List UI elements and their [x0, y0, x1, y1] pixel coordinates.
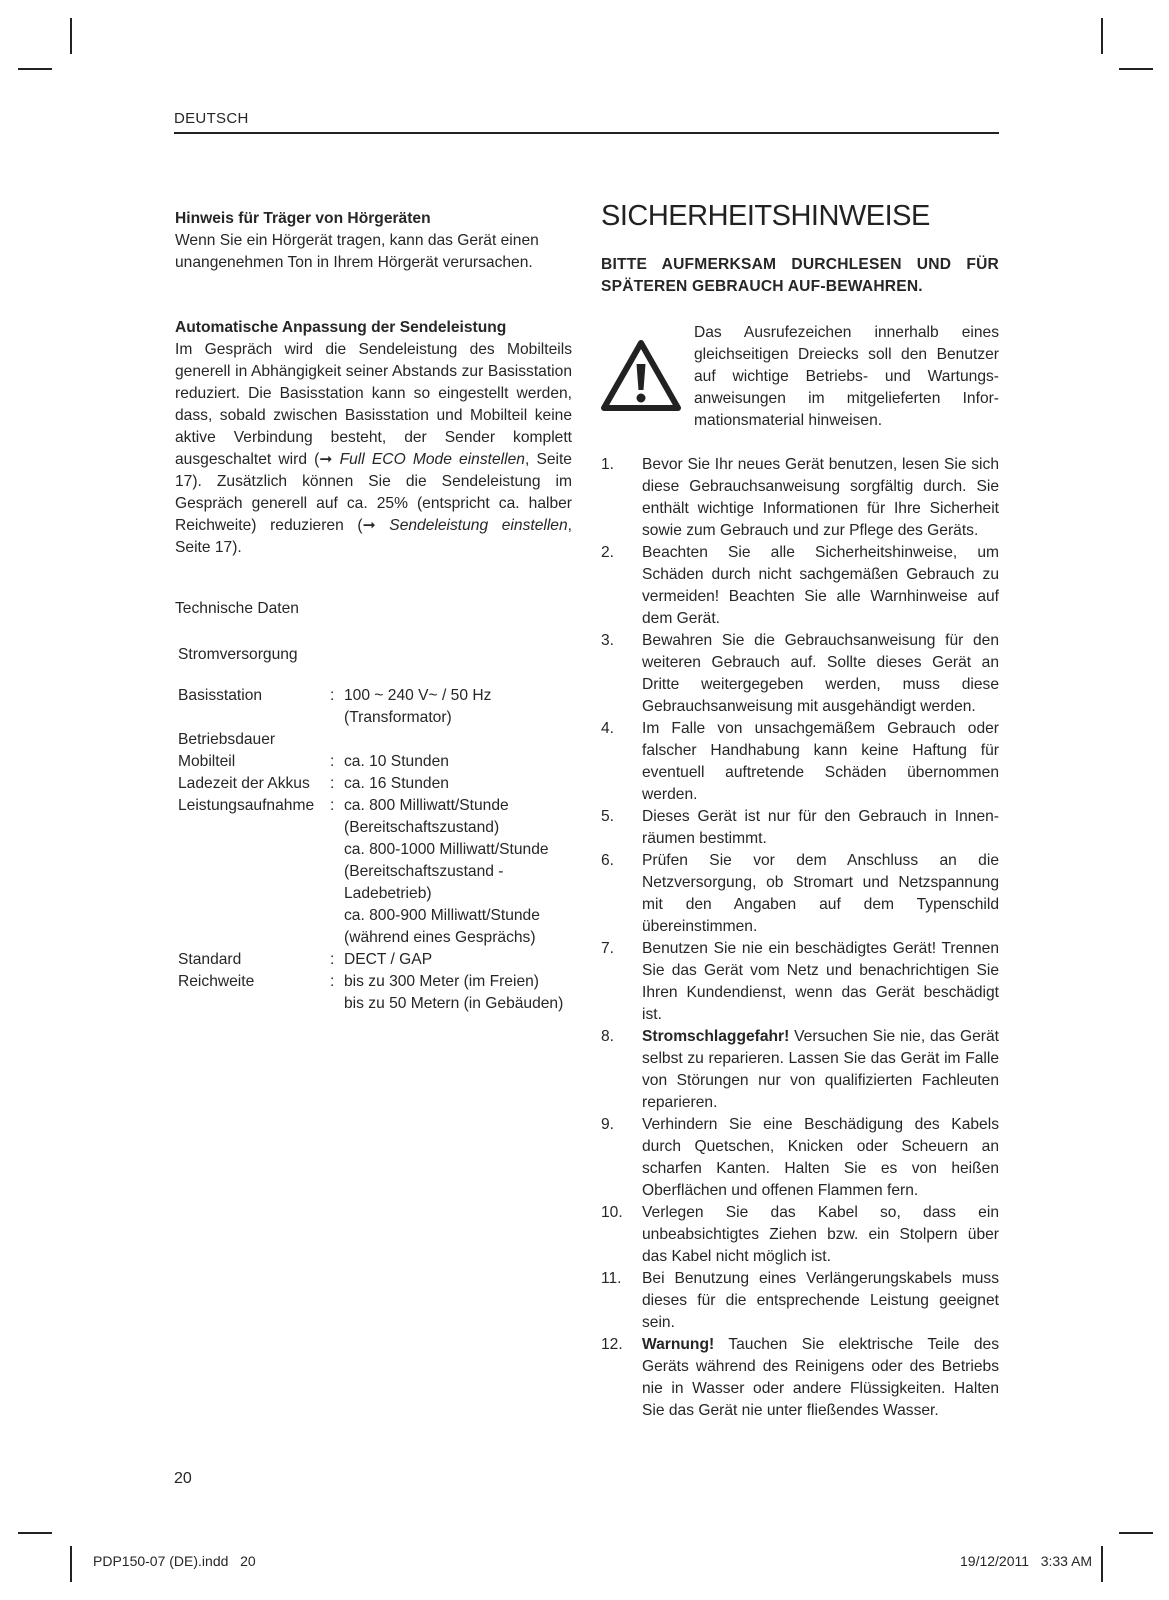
spec-value: 100 ~ 240 V~ / 50 Hz — [344, 687, 492, 704]
warning-triangle-icon — [601, 340, 681, 412]
spec-row — [178, 773, 563, 795]
safety-list — [601, 454, 999, 1422]
spec-value: ca. 800-900 Milliwatt/Stunde — [344, 907, 540, 924]
spec-key: Standard — [178, 951, 242, 968]
spec-row — [178, 839, 563, 861]
print-slug-file: PDP150-07 (DE).indd 20 — [93, 1553, 256, 1569]
safety-item-number: 11. — [601, 1270, 622, 1287]
spec-row — [178, 927, 563, 949]
arrow-icon: ➞ — [319, 451, 333, 468]
spec-value: bis zu 300 Meter (im Freien) — [344, 973, 539, 990]
crop-mark — [1101, 1546, 1103, 1582]
safety-item-number: 12. — [601, 1336, 623, 1353]
spec-table — [178, 685, 563, 1015]
crop-mark — [70, 18, 72, 54]
safety-item-number: 5. — [601, 808, 615, 825]
arrow-icon: ➞ — [362, 517, 376, 534]
spec-value: (Transformator) — [344, 709, 452, 726]
spec-row — [178, 883, 563, 905]
crop-mark — [70, 1546, 72, 1582]
spec-key: Reichweite — [178, 973, 255, 990]
power-supply-title: Stromversorgung — [178, 646, 298, 663]
safety-item-number: 10. — [601, 1204, 623, 1221]
safety-item — [601, 850, 999, 938]
safety-item-number: 4. — [601, 720, 615, 737]
spec-colon: : — [330, 951, 335, 968]
safety-item-text: Dieses Gerät ist nur für den Gebrauch in Innen-räumen bestimmt. — [642, 808, 999, 847]
safety-item — [601, 1026, 999, 1114]
spec-key: Mobilteil — [178, 753, 236, 770]
spec-row — [178, 795, 563, 817]
auto-power-title: Automatische Anpassung der Sendeleistung — [175, 319, 507, 336]
section-subtitle: BITTE AUFMERKSAM DURCHLESEN UND FÜR SPÄTEREN GEBRAUCH AUF-BEWAHREN. — [601, 256, 999, 295]
spec-row — [178, 729, 563, 751]
safety-item-number: 3. — [601, 632, 615, 649]
safety-item-number: 7. — [601, 940, 615, 957]
safety-item-number: 9. — [601, 1116, 615, 1133]
auto-power-text — [175, 339, 572, 559]
safety-item-text: Versuchen Sie nie, das Gerät selbst zu reparieren. Lassen Sie das Gerät im Falle von Störungen nur von qualifizierten Fachleuten reparieren. — [642, 1028, 999, 1111]
safety-item — [601, 542, 999, 630]
safety-item-text: Beachten Sie alle Sicherheitshinweise, um Schäden durch nicht sachgemäßen Gebrauch zu vermeiden! Beachten Sie alle Warnhinweise auf dem Gerät. — [642, 544, 999, 627]
spec-value: ca. 800 Milliwatt/Stunde — [344, 797, 509, 814]
safety-item — [601, 454, 999, 542]
auto-power-section — [175, 317, 572, 559]
spec-value: (während eines Gesprächs) — [344, 929, 536, 946]
safety-item-text: Im Falle von unsachgemäßem Gebrauch oder falscher Handhabung kann keine Haftung für eventuell auftretende Schäden übernommen werden. — [642, 720, 999, 803]
spec-row — [178, 685, 563, 707]
safety-item-text: Bevor Sie Ihr neues Gerät benutzen, lesen Sie sich diese Gebrauchsanweisung sorgfältig durch. Sie enthält wichtige Informationen für Ihre Sicherheit sowie zum Gebrauch und zur Pflege des Geräts. — [642, 456, 999, 539]
spec-value: (Bereitschaftszustand - — [344, 863, 504, 880]
safety-item — [601, 718, 999, 806]
safety-item — [601, 1334, 999, 1422]
header-language: DEUTSCH — [174, 110, 249, 127]
spec-row — [178, 707, 563, 729]
link-full-eco-mode: Full ECO Mode einstellen — [339, 451, 525, 468]
spec-row — [178, 905, 563, 927]
safety-item-text: Bei Benutzung eines Verlängerungskabels muss dieses für die entsprechende Leistung geeignet sein. — [642, 1270, 999, 1331]
tech-data-title: Technische Daten — [175, 600, 299, 617]
page-number: 20 — [174, 1470, 192, 1487]
auto-power-text-part: Im Gespräch wird die Sendeleistung des Mobilteils generell in Abhängigkeit seiner Abstands zur Basisstation reduziert. Die Basisstation kann so eingestellt werden, dass, sobald zwischen Basisstation und Mobilteil keine aktive Verbindung besteht, der Sender komplett ausgeschaltet wird ( — [175, 341, 572, 468]
safety-item-text: Prüfen Sie vor dem Anschluss an die Netzversorgung, ob Stromart und Netzspannung mit den Angaben auf dem Typenschild übereinstimmen. — [642, 852, 999, 935]
spec-row — [178, 861, 563, 883]
spec-colon: : — [330, 797, 335, 814]
safety-item — [601, 630, 999, 718]
spec-row — [178, 949, 563, 971]
safety-item-number: 2. — [601, 544, 615, 561]
hearing-aid-section — [175, 208, 572, 274]
safety-item — [601, 1268, 999, 1334]
spec-colon: : — [330, 973, 335, 990]
safety-item-text: Verhindern Sie eine Beschädigung des Kabels durch Quetschen, Knicken oder Scheuern an scharfen Kanten. Halten Sie es von heißen Oberflächen und offenen Flammen fern. — [642, 1116, 999, 1199]
safety-item-number: 6. — [601, 852, 615, 869]
auto-power-text-part: , Seite 17). — [175, 517, 572, 556]
safety-item-number: 8. — [601, 1028, 615, 1045]
crop-mark — [1119, 1532, 1153, 1534]
safety-item — [601, 1114, 999, 1202]
spec-value: Ladebetrieb) — [344, 885, 432, 902]
safety-item — [601, 1202, 999, 1268]
warning-description: Das Ausrufezeichen innerhalb eines gleichseitigen Dreiecks soll den Benutzer auf wichtige Betriebs- und Wartungs-anweisungen im mitgelieferten Infor-mationsmaterial hinweisen. — [694, 324, 999, 429]
safety-item-emphasis: Warnung! — [642, 1336, 715, 1353]
spec-value: ca. 16 Stunden — [344, 775, 449, 792]
auto-power-text-part: , Seite 17). Zusätzlich können Sie die Sendeleistung im Gespräch generell auf ca. 25% (entspricht ca. halber Reichweite) reduzieren ( — [175, 451, 572, 534]
print-slug-date: 19/12/2011 3:33 AM — [960, 1553, 1093, 1569]
spec-colon: : — [330, 775, 335, 792]
header-rule — [174, 132, 999, 134]
safety-item-text: Bewahren Sie die Gebrauchsanweisung für den weiteren Gebrauch auf. Sollte dieses Gerät an Dritte weitergegeben werden, muss diese Gebrauchsanweisung mit ausgehändigt werden. — [642, 632, 999, 715]
crop-mark — [1119, 68, 1153, 70]
spec-colon: : — [330, 687, 335, 704]
spec-value: bis zu 50 Metern (in Gebäuden) — [344, 995, 564, 1012]
safety-item — [601, 938, 999, 1026]
spec-value: ca. 800-1000 Milliwatt/Stunde — [344, 841, 549, 858]
safety-item-text: Verlegen Sie das Kabel so, dass ein unbeabsichtigtes Ziehen bzw. ein Stolpern über das Kabel nicht möglich ist. — [642, 1204, 999, 1265]
link-sendeleistung: Sendeleistung einstellen — [389, 517, 568, 534]
spec-colon: : — [330, 753, 335, 770]
safety-item-text: Benutzen Sie nie ein beschädigtes Gerät! Trennen Sie das Gerät vom Netz und benachrichtigen Sie Ihren Kundendienst, wenn das Gerät beschädigt ist. — [642, 940, 999, 1023]
spec-key: Betriebsdauer — [178, 731, 276, 748]
crop-mark — [18, 1532, 52, 1534]
safety-item-number: 1. — [601, 456, 615, 473]
spec-value: ca. 10 Stunden — [344, 753, 449, 770]
spec-key: Ladezeit der Akkus — [178, 775, 310, 792]
spec-value: (Bereitschaftszustand) — [344, 819, 500, 836]
spec-key: Leistungsaufnahme — [178, 797, 315, 814]
safety-item — [601, 806, 999, 850]
spec-key: Basisstation — [178, 687, 263, 704]
safety-item-emphasis: Stromschlaggefahr! — [642, 1028, 790, 1045]
hearing-aid-text: Wenn Sie ein Hörgerät tragen, kann das Gerät einen unangenehmen Ton in Ihrem Hörgerät verursachen. — [175, 232, 539, 271]
crop-mark — [18, 68, 52, 70]
spec-row — [178, 751, 563, 773]
crop-mark — [1101, 18, 1103, 54]
section-title: SICHERHEITSHINWEISE — [601, 200, 930, 232]
spec-value: DECT / GAP — [344, 951, 433, 968]
spec-row — [178, 971, 563, 993]
hearing-aid-title: Hinweis für Träger von Hörgeräten — [175, 210, 431, 227]
safety-item-text: Tauchen Sie elektrische Teile des Geräts während des Reinigens oder des Betriebs nie in Wasser oder andere Flüssigkeiten. Halten Sie das Gerät nie unter fließendes Wasser. — [642, 1336, 999, 1419]
spec-row — [178, 993, 563, 1015]
spec-row — [178, 817, 563, 839]
